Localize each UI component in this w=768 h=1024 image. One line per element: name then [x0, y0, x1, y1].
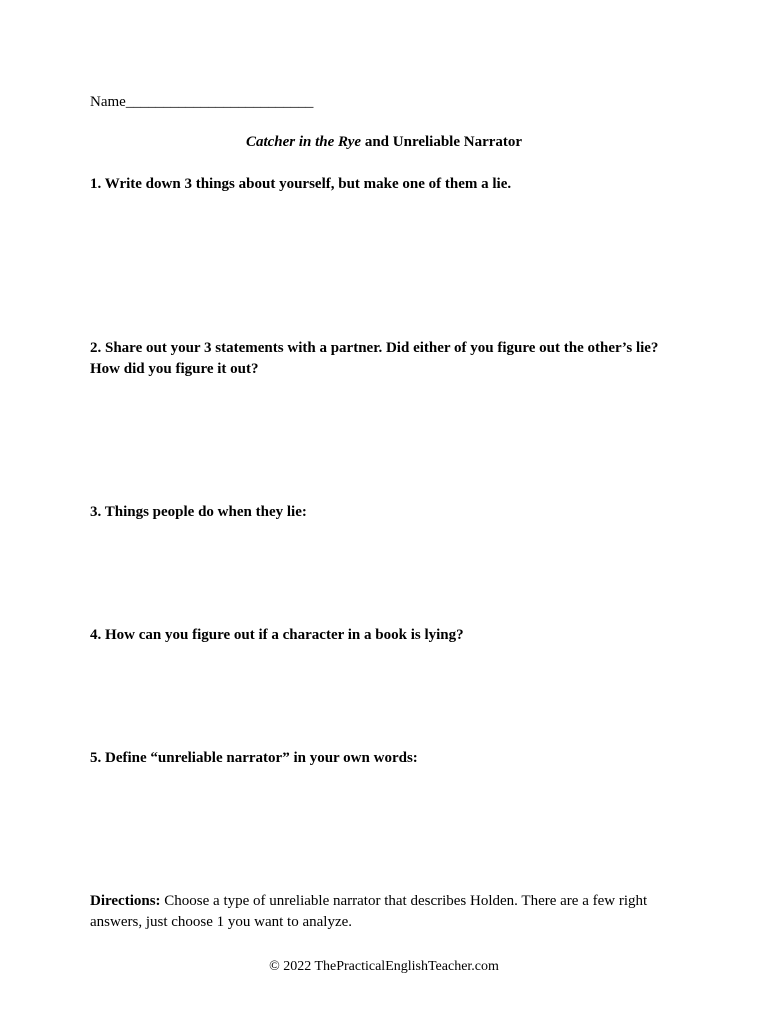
title-rest: and Unreliable Narrator: [361, 134, 523, 150]
name-blank[interactable]: _________________________: [125, 94, 314, 110]
question-4: 4. How can you figure out if a character in a book is lying?: [90, 627, 464, 643]
question-2: 2. Share out your 3 statements with a partner. Did either of you figure out the other’s lie? How did you figure it out?: [90, 340, 659, 377]
question-5: 5. Define “unreliable narrator” in your own words:: [90, 750, 418, 766]
name-field[interactable]: [90, 92, 313, 113]
name-label: Name: [90, 94, 126, 110]
question-1: 1. Write down 3 things about yourself, but make one of them a lie.: [90, 176, 512, 192]
directions: [90, 891, 675, 932]
directions-text: Choose a type of unreliable narrator that describes Holden. There are a few right answers, just choose 1 you want to analyze.: [90, 893, 648, 930]
copyright-footer: © 2022 ThePracticalEnglishTeacher.com: [269, 959, 499, 974]
page-title: [0, 132, 768, 153]
book-title: Catcher in the Rye: [245, 134, 362, 150]
question-3: 3. Things people do when they lie:: [90, 504, 307, 520]
directions-label: Directions:: [90, 893, 161, 909]
